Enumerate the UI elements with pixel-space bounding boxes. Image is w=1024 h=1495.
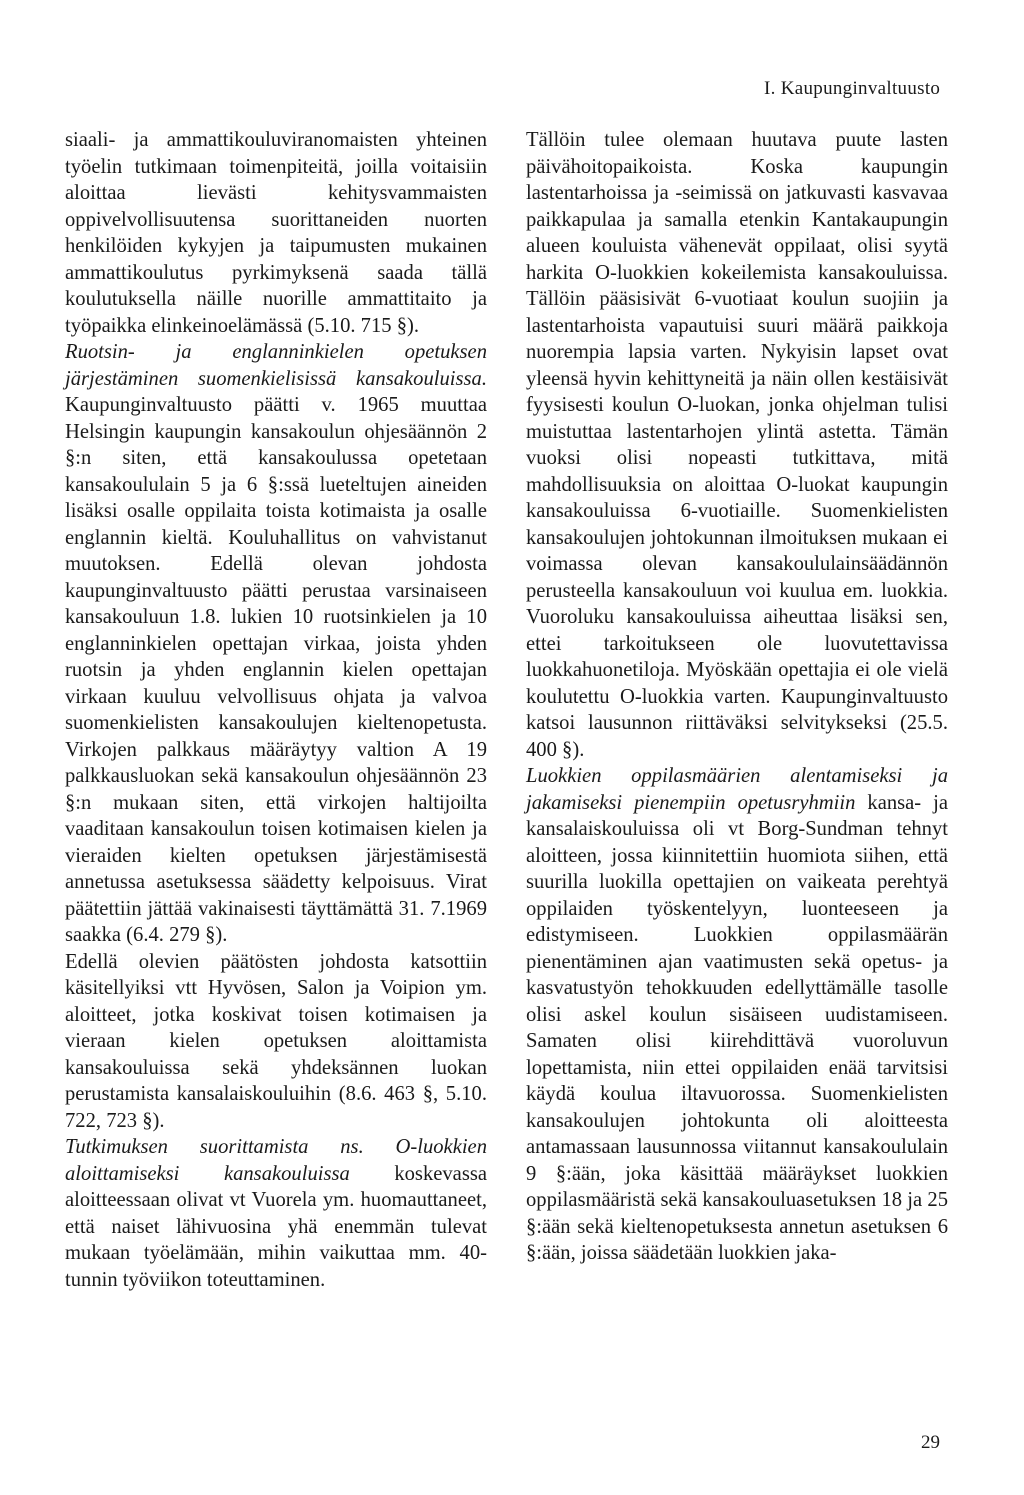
section-heading: Ruotsin- ja englanninkielen opetuksen järjestäminen suomenkielisissä kansakouluissa.: [65, 341, 487, 390]
section-heading: Tutkimuksen suorittamista ns. O-luokkien aloittamiseksi kansakouluissa: [65, 1136, 487, 1185]
paragraph-body: koskevassa aloitteessaan olivat vt Vuorela ym. huomauttaneet, että naiset lähivuosina yhä enemmän tulevat mukaan työelämään, mihin vaikuttaa mm. 40-tunnin työviikon toteuttaminen.: [65, 1162, 487, 1291]
paragraph-body: kansa- ja kansalaiskouluissa oli vt Borg-Sundman tehnyt aloitteen, jossa kiinnitettiin huomiota siihen, että suurilla luokilla opettajien on vaikeata perehtyä oppilaiden työskentelyyn, luonteeseen ja edistymiseen. Luokkien oppilasmäärän pienentäminen ajan vaatimusten sekä opetus- ja kasvatustyön tehokkuuden edellyttämälle tasolle olisi askel koulun sisäiseen uudistamiseen. Samaten olisi kiirehdittävä vuoroluvun lopettamista, niin ettei oppilaiden enää tarvitsisi käydä koulua iltavuorossa. Suomenkielisten kansakoulujen johtokunta oli aloitteesta antamassaan lausunnossa viitannut kansakoululain 9 §:ään, joka käsittää määräykset luokkien oppilasmääristä sekä kansakouluasetuksen 18 ja 25 §:ään sekä kieltenopetuksesta annetun asetuksen 6 §:ään, joissa säädetään luokkien jaka-: [526, 791, 948, 1264]
paragraph: siaali- ja ammattikouluviranomaisten yhteinen työelin tutkimaan toimenpiteitä, joilla voitaisiin aloittaa lievästi kehitysvammaisten oppivelvollisuutensa suorittaneiden nuorten henkilöiden kykyjen ja taipumusten mukainen ammattikoulutus pyrkimyksenä saada tällä koulutuksella näille nuorille ammattitaito ja työpaikka elinkeinoelämässä (5.10. 715 §).: [65, 129, 487, 337]
right-column: [526, 127, 948, 1267]
paragraph: Edellä olevien päätösten johdosta katsottiin käsitellyiksi vtt Hyvösen, Salon ja Voipion ym. aloitteet, jotka koskivat toisen kotimaisen ja vieraan kielen opetuksen aloittamista kansakouluissa sekä yhdeksännen luokan perustamista kansalaiskouluihin (8.6. 463 §, 5.10. 722, 723 §).: [65, 950, 487, 1132]
paragraph: [65, 1134, 487, 1293]
paragraph: [526, 763, 948, 1267]
paragraph: [65, 339, 487, 949]
running-header: I. Kaupunginvaltuusto: [764, 78, 941, 99]
page-number: 29: [921, 1432, 940, 1453]
paragraph-body: Kaupunginvaltuusto päätti v. 1965 muuttaa Helsingin kaupungin kansakoulun ohjesäännön 2 §:n siten, että kansakoulussa opetetaan kansakoululain 5 ja 6 §:ssä lueteltujen aineiden lisäksi osalle oppilaita toista kotimaista ja osalle englannin kieltä. Kouluhallitus on vahvistanut muutoksen. Edellä olevan johdosta kaupunginvaltuusto päätti perustaa varsinaiseen kansakouluun 1.8. lukien 10 ruotsinkielen ja 10 englanninkielen opettajan virkaa, joista yhden ruotsin ja yhden englannin kielen opettajan virkaan kuuluu velvollisuus ohjata ja valvoa suomenkielisten kansakoulujen kieltenopetusta. Virkojen palkkaus määräytyy valtion A 19 palkkausluokan sekä kansakoulun ohjesäännön 23 §:n mukaan siten, että virkojen haltijoilta vaaditaan kansakoulun toisen kotimaisen kielen ja vieraiden kielten opetuksen järjestämisestä annetussa asetuksessa säädetty kelpoisuus. Virat päätettiin jättää vakinaisesti täyttämättä 31. 7.1969 saakka (6.4. 279 §).: [65, 394, 487, 946]
left-column: [65, 127, 487, 1293]
section-heading: Luokkien oppilasmäärien alentamiseksi ja jakamiseksi pienempiin opetusryhmiin: [526, 765, 948, 814]
paragraph: Tällöin tulee olemaan huutava puute lasten päivähoitopaikoista. Koska kaupungin lastentarhoissa ja -seimissä on jatkuvasti kasvavaa paikkapulaa ja samalla etenkin Kantakaupungin alueen kouluista vähenevät oppilaat, olisi syytä harkita O-luokkien kokeilemista kansakouluissa. Tällöin pääsisivät 6-vuotiaat koulun suojiin ja lastentarhoista vapautuisi suuri määrä paikkoja nuorempia lapsia varten. Nykyisin lapset ovat yleensä hyvin kehittyneitä ja näin ollen kestäisivät fyysisesti koulun O-luokan, jonka ohjelman tulisi muistuttaa lastentarhojen ylintä astetta. Tämän vuoksi olisi nopeasti tutkittava, mitä mahdollisuuksia on aloittaa O-luokat kaupungin kansakouluissa 6-vuotiaille. Suomenkielisten kansakoulujen johtokunnan ilmoituksen mukaan ei voimassa olevan kansakoululainsäädännön perusteella kansakouluun voi kuulua em. luokkia. Vuoroluku kansakouluissa aiheuttaa lisäksi sen, ettei tarkoitukseen ole luovutettavissa luokkahuonetiloja. Myöskään opettajia ei ole vielä koulutettu O-luokkia varten. Kaupunginvaltuusto katsoi lausunnon riittäväksi selvitykseksi (25.5. 400 §).: [526, 129, 948, 761]
